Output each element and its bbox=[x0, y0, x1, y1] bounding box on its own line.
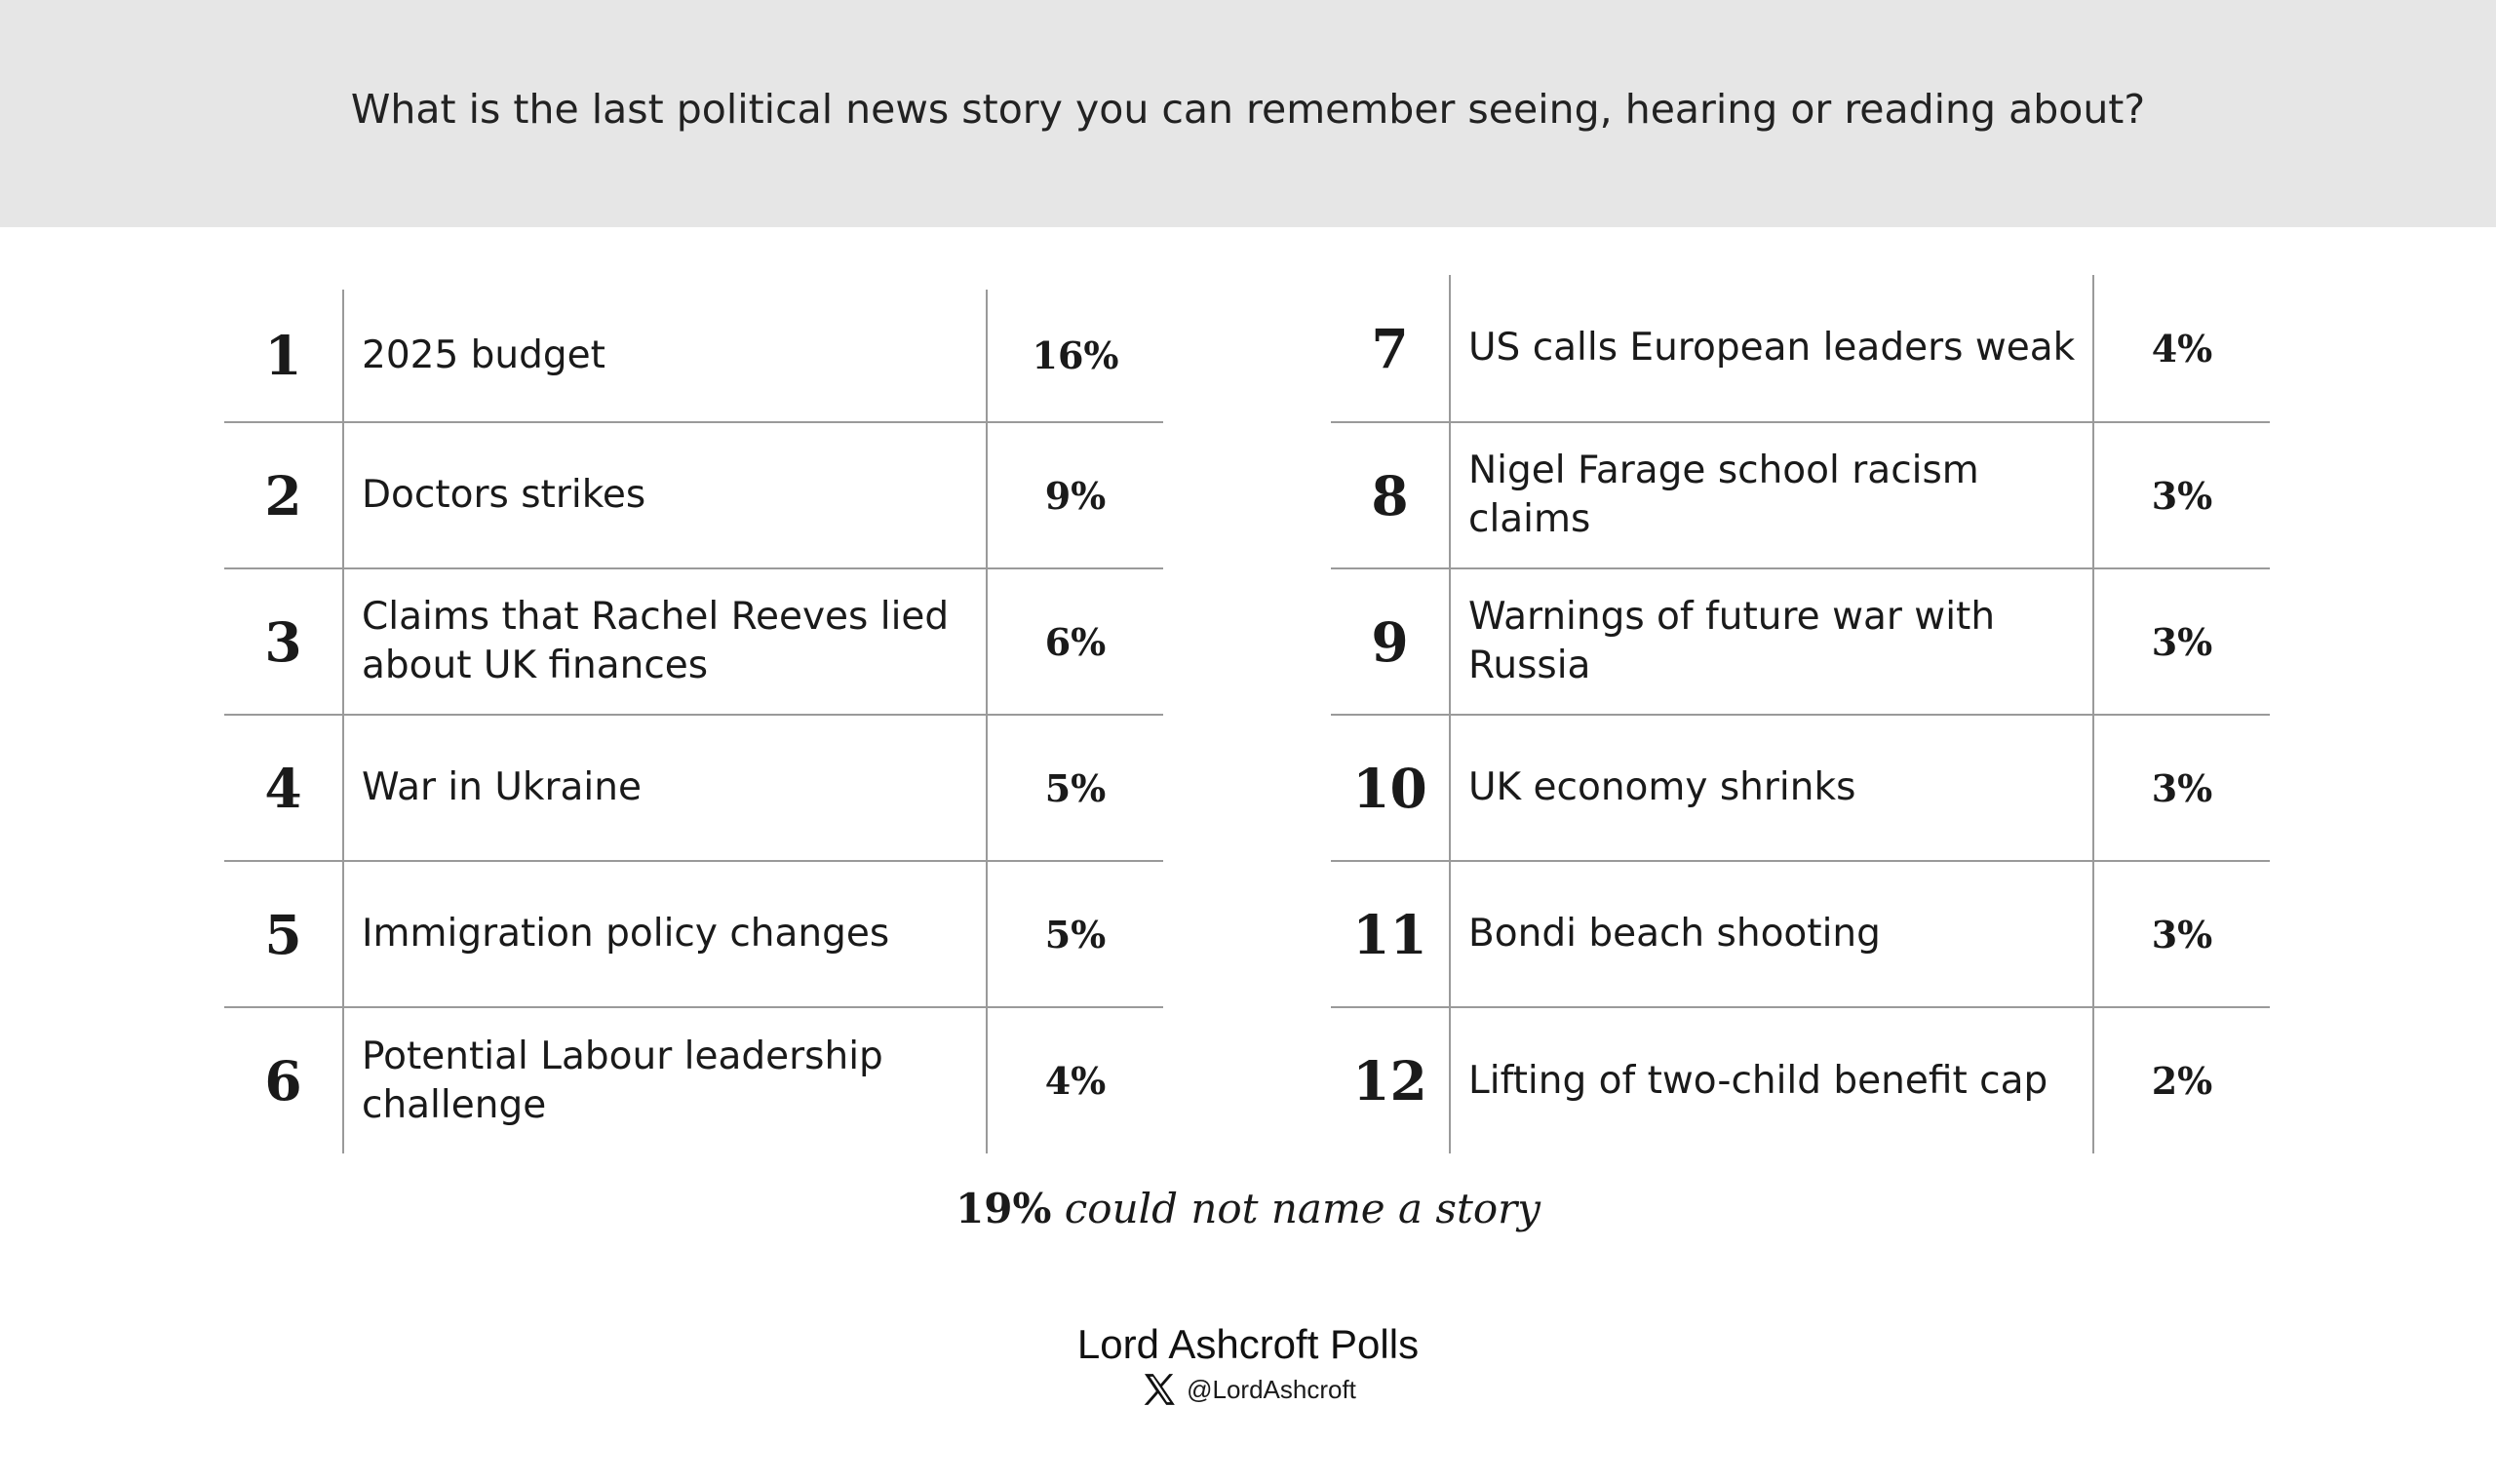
table-row bbox=[1331, 715, 2270, 861]
story-label: Bondi beach shooting bbox=[1450, 861, 2093, 1007]
table-row bbox=[224, 422, 1163, 568]
percent-value: 2% bbox=[2093, 1007, 2270, 1153]
story-label: 2025 budget bbox=[343, 290, 987, 422]
social-handle bbox=[0, 1370, 2496, 1409]
table-row bbox=[1331, 275, 2270, 422]
table-row bbox=[1331, 861, 2270, 1007]
story-label: Lifting of two-child benefit cap bbox=[1450, 1007, 2093, 1153]
story-label: Warnings of future war with Russia bbox=[1450, 568, 2093, 715]
brand-name: Lord Ashcroft Polls bbox=[1076, 1321, 1420, 1367]
chart-title: What is the last political news story you can remember seeing, hearing or reading about? bbox=[350, 86, 2146, 133]
percent-value: 4% bbox=[987, 1007, 1163, 1153]
percent-value: 9% bbox=[987, 422, 1163, 568]
handle-text: @LordAshcroft bbox=[1187, 1374, 1356, 1404]
rank-number: 5 bbox=[224, 861, 343, 1007]
table-row bbox=[224, 861, 1163, 1007]
percent-value: 4% bbox=[2151, 326, 2213, 371]
story-label: US calls European leaders weak bbox=[1450, 275, 2093, 422]
percent-value: 3% bbox=[2093, 422, 2270, 568]
footnote bbox=[0, 1185, 2496, 1232]
percent-value: 6% bbox=[987, 568, 1163, 715]
rank-number: 10 bbox=[1331, 715, 1450, 861]
story-label: Potential Labour leadership challenge bbox=[343, 1007, 987, 1153]
table-row bbox=[1331, 422, 2270, 568]
table-row bbox=[224, 568, 1163, 715]
story-label: Claims that Rachel Reeves lied about UK finances bbox=[343, 568, 987, 715]
table-row bbox=[1331, 1007, 2270, 1153]
footnote-value: 19% bbox=[956, 1185, 1052, 1232]
x-logo-icon bbox=[1140, 1370, 1179, 1409]
percent-value: 5% bbox=[987, 715, 1163, 861]
rank-number: 8 bbox=[1331, 422, 1450, 568]
percent-value: 3% bbox=[2093, 861, 2270, 1007]
story-label: Doctors strikes bbox=[343, 422, 987, 568]
percent-value: 16% bbox=[1032, 333, 1119, 377]
table-row bbox=[1331, 568, 2270, 715]
story-label: UK economy shrinks bbox=[1450, 715, 2093, 861]
rank-number: 3 bbox=[224, 568, 343, 715]
rank-number: 2 bbox=[224, 422, 343, 568]
story-label: Immigration policy changes bbox=[343, 861, 987, 1007]
percent-value: 5% bbox=[987, 861, 1163, 1007]
rank-number: 4 bbox=[224, 715, 343, 861]
table-row bbox=[224, 715, 1163, 861]
rank-number: 9 bbox=[1331, 568, 1450, 715]
rank-number: 11 bbox=[1331, 861, 1450, 1007]
story-label: Nigel Farage school racism claims bbox=[1450, 422, 2093, 568]
percent-value: 3% bbox=[2093, 568, 2270, 715]
ranking-table-right bbox=[1331, 275, 2270, 1153]
ranking-table-left bbox=[224, 290, 1163, 1153]
rank-number: 12 bbox=[1331, 1007, 1450, 1153]
rank-number: 1 bbox=[224, 290, 343, 422]
story-label: War in Ukraine bbox=[343, 715, 987, 861]
rank-number: 6 bbox=[224, 1007, 343, 1153]
rank-number: 7 bbox=[1331, 275, 1450, 422]
footnote-text: could not name a story bbox=[1051, 1185, 1540, 1232]
table-row bbox=[224, 1007, 1163, 1153]
percent-value: 3% bbox=[2093, 715, 2270, 861]
header-banner bbox=[0, 0, 2496, 227]
table-row bbox=[224, 290, 1163, 422]
